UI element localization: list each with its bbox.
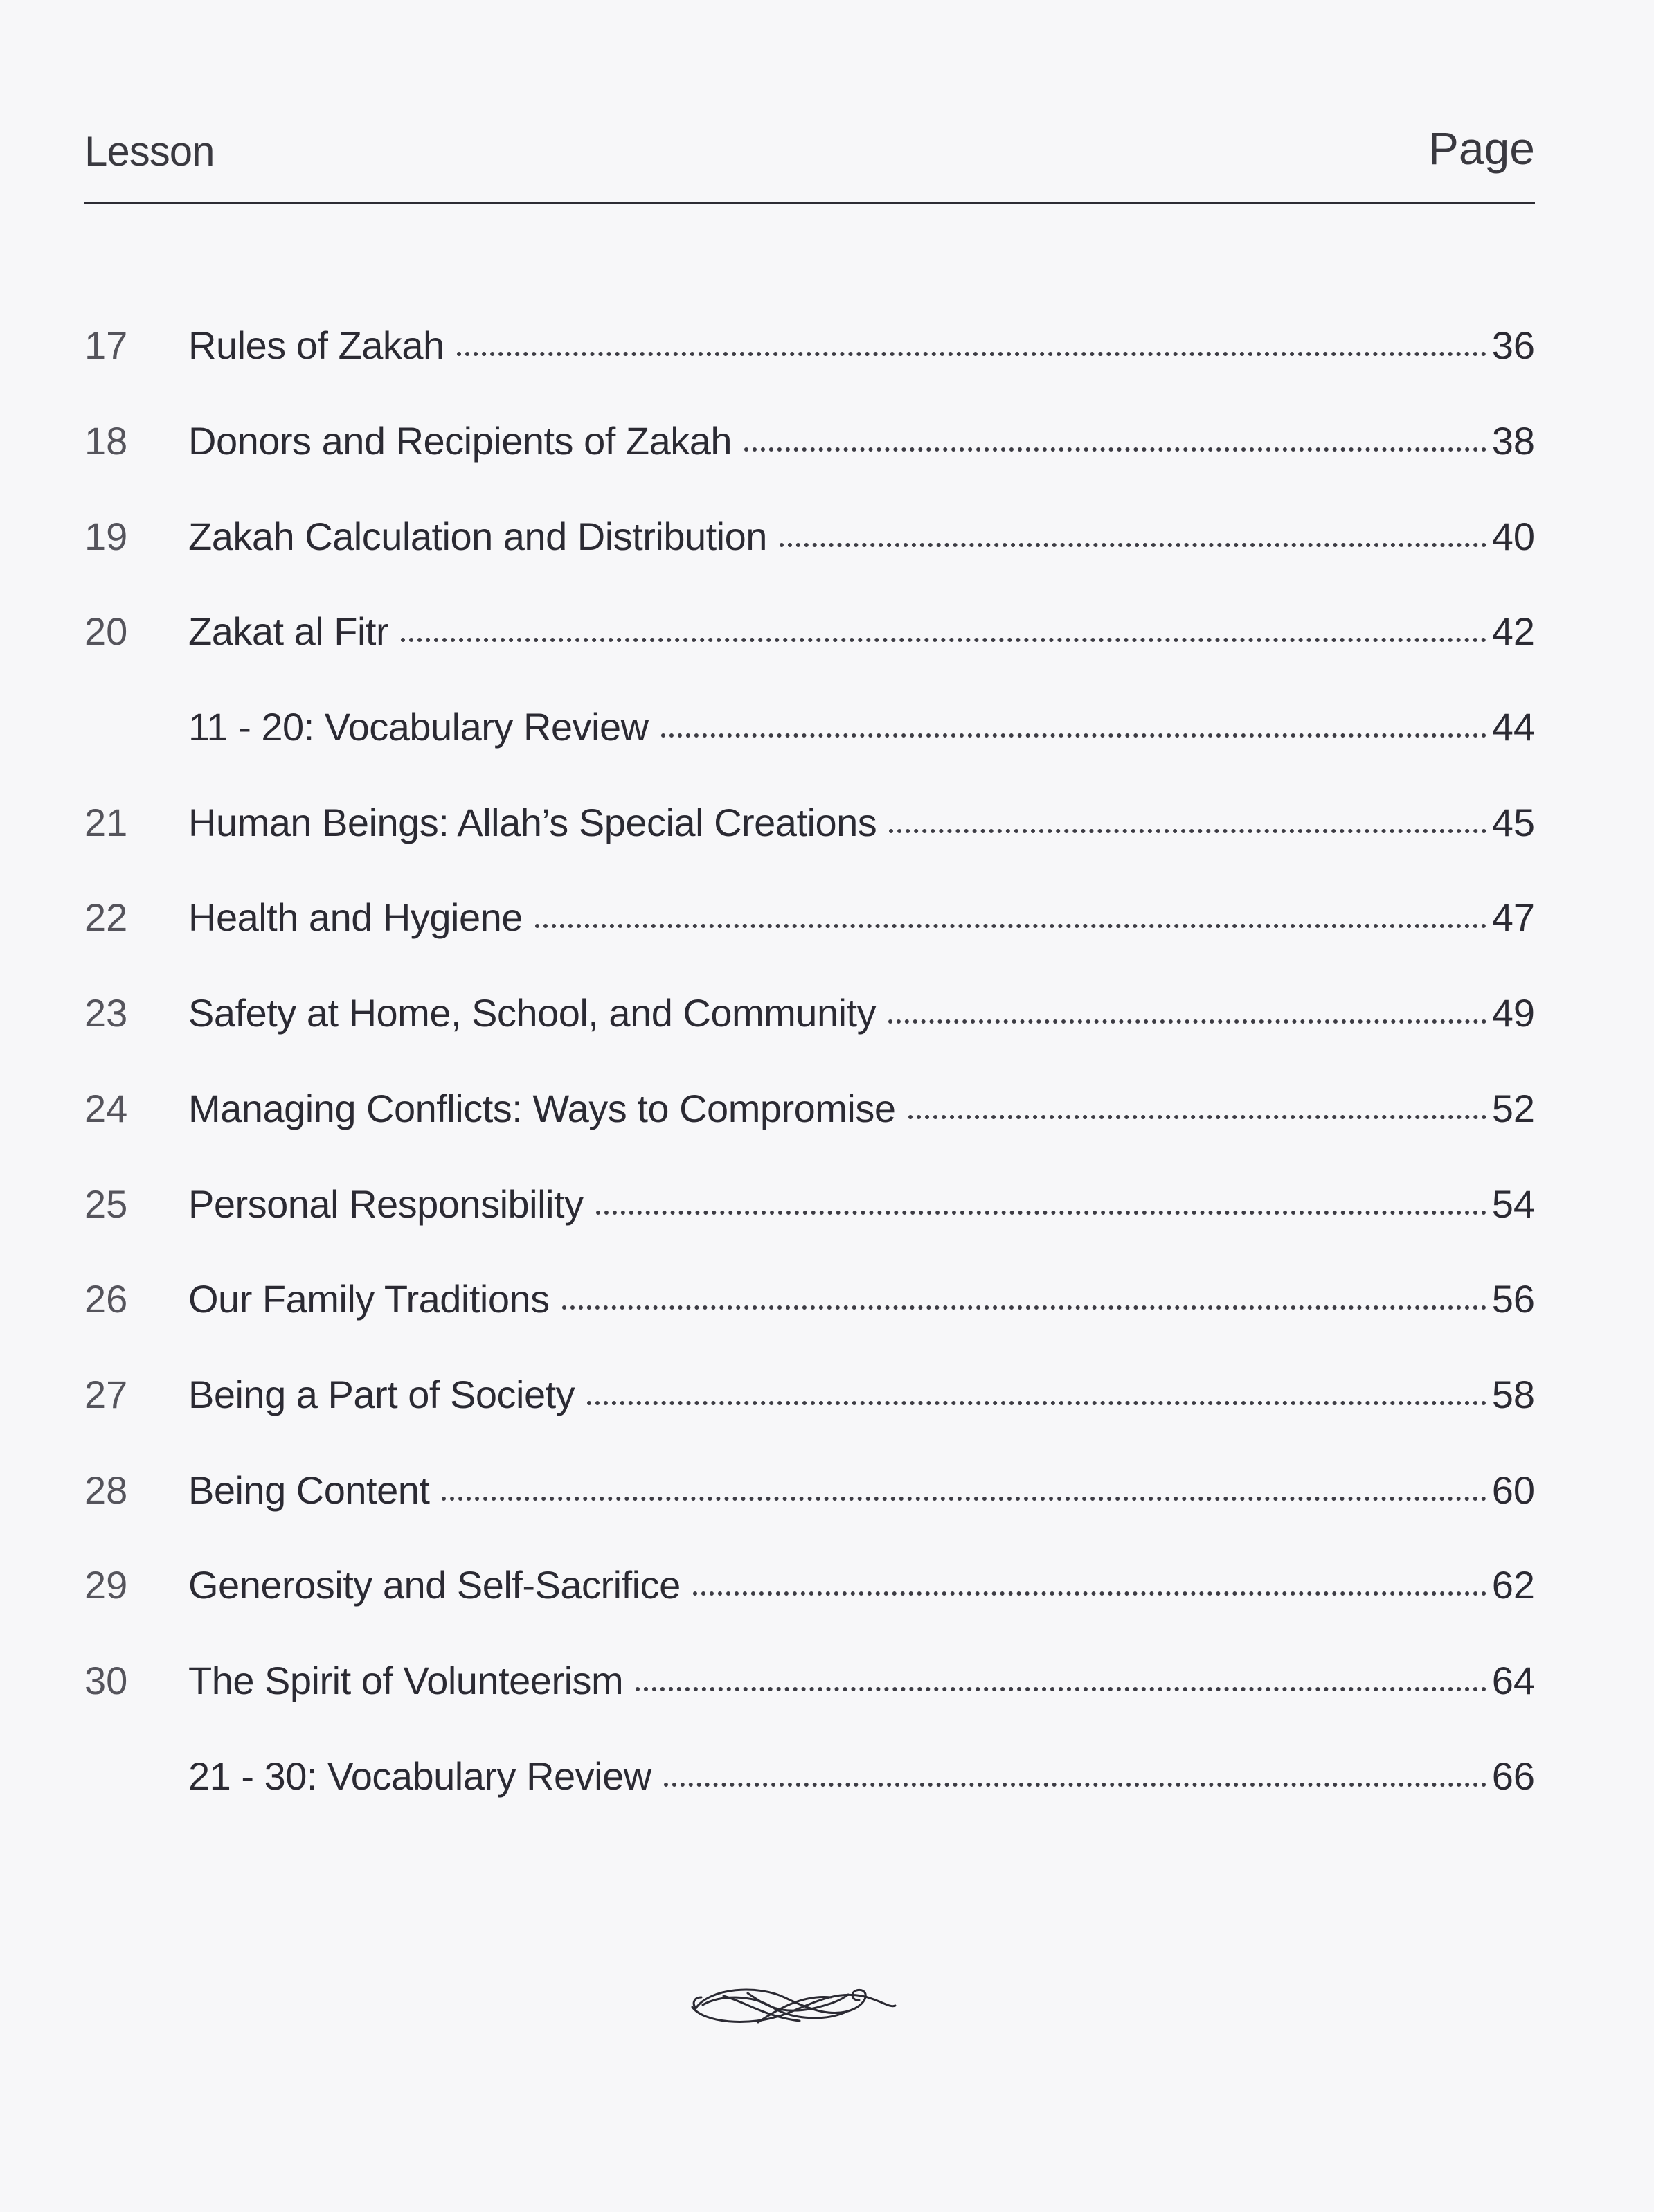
lesson-title: Being Content <box>188 1468 430 1512</box>
page-number: 58 <box>1491 1372 1535 1416</box>
dot-leader <box>661 733 1486 738</box>
page-number: 38 <box>1491 419 1535 463</box>
dot-leader <box>636 1687 1486 1691</box>
lesson-title: Being a Part of Society <box>188 1372 575 1416</box>
lesson-title: Donors and Recipients of Zakah <box>188 419 732 463</box>
lesson-number: 29 <box>84 1563 128 1607</box>
lesson-title: Rules of Zakah <box>188 323 444 368</box>
toc-entry <box>84 1633 1535 1729</box>
page-number: 60 <box>1491 1468 1535 1512</box>
toc-entry <box>84 584 1535 679</box>
page-number: 56 <box>1491 1277 1535 1321</box>
toc-entry <box>84 393 1535 489</box>
page-number: 66 <box>1491 1754 1535 1798</box>
lesson-number: 23 <box>84 991 128 1035</box>
lesson-number: 26 <box>84 1277 128 1321</box>
dot-leader <box>780 543 1486 547</box>
lesson-number: 22 <box>84 895 128 940</box>
page-number: 49 <box>1491 991 1535 1035</box>
dot-leader <box>562 1305 1486 1310</box>
dot-leader <box>596 1211 1486 1215</box>
page-number: 36 <box>1491 323 1535 368</box>
lesson-title: Generosity and Self-Sacrifice <box>188 1563 681 1607</box>
lesson-title: 21 - 30: Vocabulary Review <box>188 1754 651 1798</box>
page-number: 45 <box>1491 800 1535 844</box>
toc-entry <box>84 1061 1535 1157</box>
lesson-title: Our Family Traditions <box>188 1277 550 1321</box>
toc-header <box>84 118 1535 180</box>
lesson-number: 17 <box>84 323 128 368</box>
dot-leader <box>888 1019 1486 1024</box>
toc-entry <box>84 298 1535 393</box>
lesson-number: 30 <box>84 1658 128 1702</box>
page-number: 40 <box>1491 514 1535 558</box>
page-number: 42 <box>1491 609 1535 654</box>
toc-entry <box>84 488 1535 584</box>
lesson-title: Safety at Home, School, and Community <box>188 991 877 1035</box>
page-number: 54 <box>1491 1181 1535 1226</box>
table-of-contents <box>84 298 1535 1823</box>
dot-leader <box>664 1783 1486 1787</box>
page-number: 47 <box>1491 895 1535 940</box>
toc-entry <box>84 679 1535 775</box>
lesson-title: Personal Responsibility <box>188 1181 584 1226</box>
page-column-heading: Page <box>1428 123 1535 174</box>
lesson-number: 27 <box>84 1372 128 1416</box>
lesson-column-heading: Lesson <box>84 128 215 175</box>
lesson-title: Zakah Calculation and Distribution <box>188 514 767 558</box>
lesson-title: The Spirit of Volunteerism <box>188 1658 624 1702</box>
header-divider <box>84 202 1535 204</box>
toc-entry <box>84 1156 1535 1251</box>
lesson-title: Human Beings: Allah’s Special Creations <box>188 800 877 844</box>
dot-leader <box>442 1497 1486 1501</box>
toc-entry <box>84 965 1535 1061</box>
toc-entry <box>84 1537 1535 1633</box>
toc-entry <box>84 870 1535 965</box>
dot-leader <box>744 447 1486 452</box>
dot-leader <box>587 1401 1486 1405</box>
lesson-title: Zakat al Fitr <box>188 609 389 654</box>
lesson-number: 18 <box>84 419 128 463</box>
dot-leader <box>693 1591 1486 1596</box>
lesson-number: 21 <box>84 800 128 844</box>
page-number: 64 <box>1491 1658 1535 1702</box>
dot-leader <box>401 638 1486 642</box>
lesson-number: 19 <box>84 514 128 558</box>
lesson-number: 25 <box>84 1181 128 1226</box>
toc-entry <box>84 1251 1535 1347</box>
dot-leader <box>889 829 1486 833</box>
dot-leader <box>535 924 1486 928</box>
lesson-title: Health and Hygiene <box>188 895 523 940</box>
dot-leader <box>457 352 1486 356</box>
flourish-ornament-icon <box>682 1967 904 2043</box>
lesson-number: 28 <box>84 1468 128 1512</box>
lesson-number: 24 <box>84 1086 128 1130</box>
page-number: 62 <box>1491 1563 1535 1607</box>
lesson-title: Managing Conflicts: Ways to Compromise <box>188 1086 896 1130</box>
dot-leader <box>908 1115 1486 1119</box>
page-number: 44 <box>1491 705 1535 749</box>
page-number: 52 <box>1491 1086 1535 1130</box>
toc-entry <box>84 774 1535 870</box>
toc-entry <box>84 1728 1535 1823</box>
lesson-title: 11 - 20: Vocabulary Review <box>188 705 649 749</box>
toc-entry <box>84 1347 1535 1443</box>
toc-entry <box>84 1442 1535 1537</box>
lesson-number: 20 <box>84 609 128 654</box>
